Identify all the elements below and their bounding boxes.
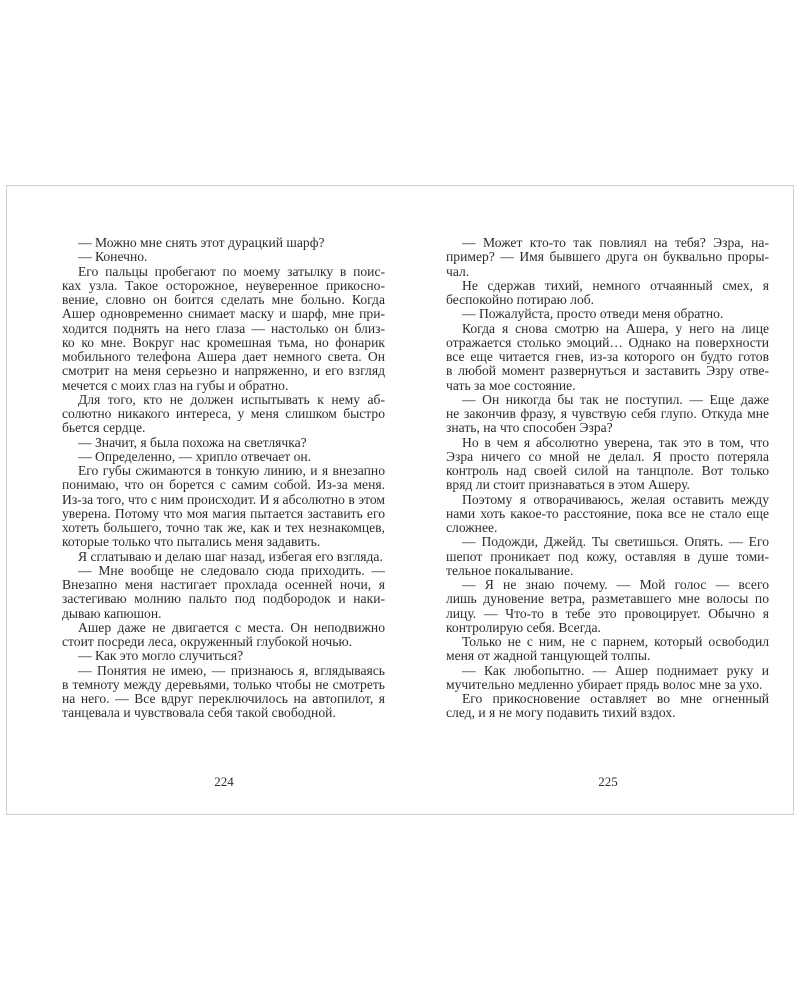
text-line: солютно никакого интереса, у меня слишком быстро bbox=[62, 406, 385, 421]
text-line: отражается столько эмоций… Однако на поверхности bbox=[446, 334, 769, 350]
text-line: вряд ли стоит признаваться в этом Ашеру. bbox=[446, 477, 690, 493]
text-line: Эзра ничего со мной не делал. Я просто потеряла bbox=[446, 448, 769, 464]
text-line: которые только что пытались меня задавить. bbox=[62, 534, 321, 550]
text-line: Его пальцы пробегают по моему затылку в поис- bbox=[78, 263, 385, 279]
paragraph bbox=[446, 578, 769, 635]
text-line: Ашер даже не двигается с места. Он неподвижно bbox=[78, 619, 385, 635]
right-page-number: 225 bbox=[598, 774, 618, 789]
paragraph bbox=[446, 635, 769, 664]
text-line: Его прикосновение оставляет во мне огненный bbox=[462, 691, 769, 706]
paragraph bbox=[62, 649, 385, 663]
text-line: Ашер одновременно снимает маску и шарф, мне при- bbox=[62, 306, 385, 322]
text-line: — Он никогда бы так не поступил. — Еще даже bbox=[462, 391, 769, 407]
text-line: тельное покалывание. bbox=[446, 562, 574, 578]
text-line: след, и я не могу подавить тихий вздох. bbox=[446, 705, 676, 721]
text-line: Только не с ним, не с парнем, который освободил bbox=[462, 634, 769, 649]
text-line: мечется с моих глаз на губы и обратно. bbox=[62, 377, 289, 393]
text-line: на него. — Все вдруг переключилось на автопилот, я bbox=[62, 691, 385, 706]
paragraph bbox=[62, 436, 385, 450]
text-line: застегиваю молнию пальто под подбородок и наки- bbox=[62, 591, 385, 607]
text-line: бьется сердце. bbox=[62, 420, 146, 436]
text-line: ках узла. Такое осторожное, неуверенное прикосно- bbox=[62, 277, 385, 293]
text-line: — Я не знаю почему. — Мой голос — всего bbox=[462, 577, 769, 592]
paragraph bbox=[446, 393, 769, 436]
text-line: мучительно медленно убирает прядь волос мне за ухо. bbox=[446, 676, 763, 692]
text-line: меня от жадной танцующей толпы. bbox=[446, 648, 651, 664]
paragraph bbox=[446, 493, 769, 536]
text-line: лицу. — Что-то в тебе это провоцирует. Обычно я bbox=[446, 605, 769, 621]
paragraph bbox=[62, 664, 385, 721]
text-line: ко ко мне. Вокруг нас кромешная тьма, но фонарик bbox=[62, 334, 385, 350]
text-line: все еще читается гнев, из-за которого он будто готов bbox=[446, 349, 769, 364]
text-line: стоит посреди леса, окруженный глубокой ночью. bbox=[62, 634, 353, 649]
text-line: Но в чем я абсолютно уверена, так это в том, что bbox=[462, 434, 769, 450]
paragraph bbox=[62, 393, 385, 436]
paragraph bbox=[446, 307, 769, 321]
text-line: пример? — Имя бывшего друга он буквально проры- bbox=[446, 249, 769, 265]
text-line: беспокойно потираю лоб. bbox=[446, 292, 595, 307]
text-line: дываю капюшон. bbox=[62, 605, 162, 621]
text-line: — Как любопытно. — Ашер поднимает руку и bbox=[462, 662, 769, 678]
text-line: Не сдержав тихий, немного отчаянный смех, я bbox=[462, 277, 769, 293]
paragraph bbox=[62, 464, 385, 550]
text-line: в любой момент развернуться и заставить Эзру отве- bbox=[446, 363, 769, 379]
paragraph bbox=[446, 664, 769, 693]
text-line: — Подожди, Джейд. Ты светишься. Опять. — Его bbox=[462, 534, 769, 550]
paragraph bbox=[446, 436, 769, 493]
left-page-text bbox=[62, 236, 385, 721]
text-line: — Как это могло случиться? bbox=[78, 648, 244, 664]
text-line: — Значит, я была похожа на светлячка? bbox=[78, 434, 307, 450]
paragraph bbox=[446, 692, 769, 721]
paragraph bbox=[62, 564, 385, 621]
left-page-number: 224 bbox=[214, 774, 234, 789]
text-line: Поэтому я отворачиваюсь, желая оставить между bbox=[462, 491, 769, 507]
paragraph bbox=[446, 322, 769, 393]
paragraph bbox=[62, 550, 385, 564]
text-line: не закончив фразу, я чувствую себя глупо. Откуда мне bbox=[446, 406, 769, 421]
text-line: понимаю, что он борется с самим собой. Из-за меня. bbox=[62, 477, 385, 493]
paragraph bbox=[62, 236, 385, 250]
text-line: в темноту между деревьями, только чтобы не смотреть bbox=[62, 676, 385, 692]
text-line: вение, словно он боится сделать мне больно. Когда bbox=[62, 292, 385, 307]
right-page-text bbox=[446, 236, 769, 721]
text-line: — Пожалуйста, просто отведи меня обратно. bbox=[462, 306, 724, 322]
paragraph bbox=[446, 535, 769, 578]
text-line: чал. bbox=[446, 263, 470, 279]
text-line: уверена. Потому что моя магия пытается заставить его bbox=[62, 505, 385, 521]
text-line: Я сглатываю и делаю шаг назад, избегая его взгляда. bbox=[78, 548, 383, 564]
text-line: сложнее. bbox=[446, 520, 498, 535]
text-line: контроль над своей силой на танцполе. Вот только bbox=[446, 463, 769, 478]
text-line: Его губы сжимаются в тонкую линию, и я внезапно bbox=[78, 463, 385, 478]
text-line: Внезапно меня настигает прохлада осенней ночи, я bbox=[62, 577, 385, 592]
text-line: — Мне вообще не следовало сюда приходить. — bbox=[78, 562, 385, 578]
text-line: — Конечно. bbox=[78, 249, 148, 265]
paragraph bbox=[62, 450, 385, 464]
text-line: — Определенно, — хрипло отвечает он. bbox=[78, 448, 312, 464]
paragraph bbox=[446, 236, 769, 279]
text-line: ходится поднять на него глаза — настолько он близ- bbox=[62, 320, 385, 336]
text-line: Для того, кто не должен испытывать к нему аб- bbox=[78, 391, 385, 407]
text-line: знать, на что способен Эзра? bbox=[446, 420, 613, 436]
paragraph bbox=[62, 250, 385, 264]
text-line: чать за мое состояние. bbox=[446, 377, 576, 393]
paragraph bbox=[62, 265, 385, 393]
text-line: мобильного телефона Ашера дает немного света. Он bbox=[62, 349, 385, 364]
text-line: Из-за того, что с ним происходит. И я абсолютно в этом bbox=[62, 491, 385, 507]
text-line: — Понятия не имею, — признаюсь я, вглядываясь bbox=[78, 662, 385, 678]
paragraph bbox=[62, 621, 385, 650]
text-line: шепот проникает под кожу, оставляя в душе томи- bbox=[446, 548, 769, 564]
text-line: смотрит на меня серьезно и напряженно, и его взгляд bbox=[62, 363, 385, 379]
text-line: контролирую себя. Всегда. bbox=[446, 619, 601, 635]
text-line: нами хоть какое-то расстояние, пока все не стало еще bbox=[446, 505, 769, 521]
text-line: Когда я снова смотрю на Ашера, у него на лице bbox=[462, 320, 769, 336]
text-line: — Можно мне снять этот дурацкий шарф? bbox=[78, 235, 325, 250]
paragraph bbox=[446, 279, 769, 308]
text-line: хотеть большего, точно так же, как и тех незнакомцев, bbox=[62, 520, 385, 535]
text-line: — Может кто-то так повлиял на тебя? Эзра, на- bbox=[462, 235, 769, 250]
text-line: танцевала и чувствовала себя такой свободной. bbox=[62, 705, 336, 721]
text-line: лишь дуновение ветра, разметавшего мне волосы по bbox=[446, 591, 769, 607]
